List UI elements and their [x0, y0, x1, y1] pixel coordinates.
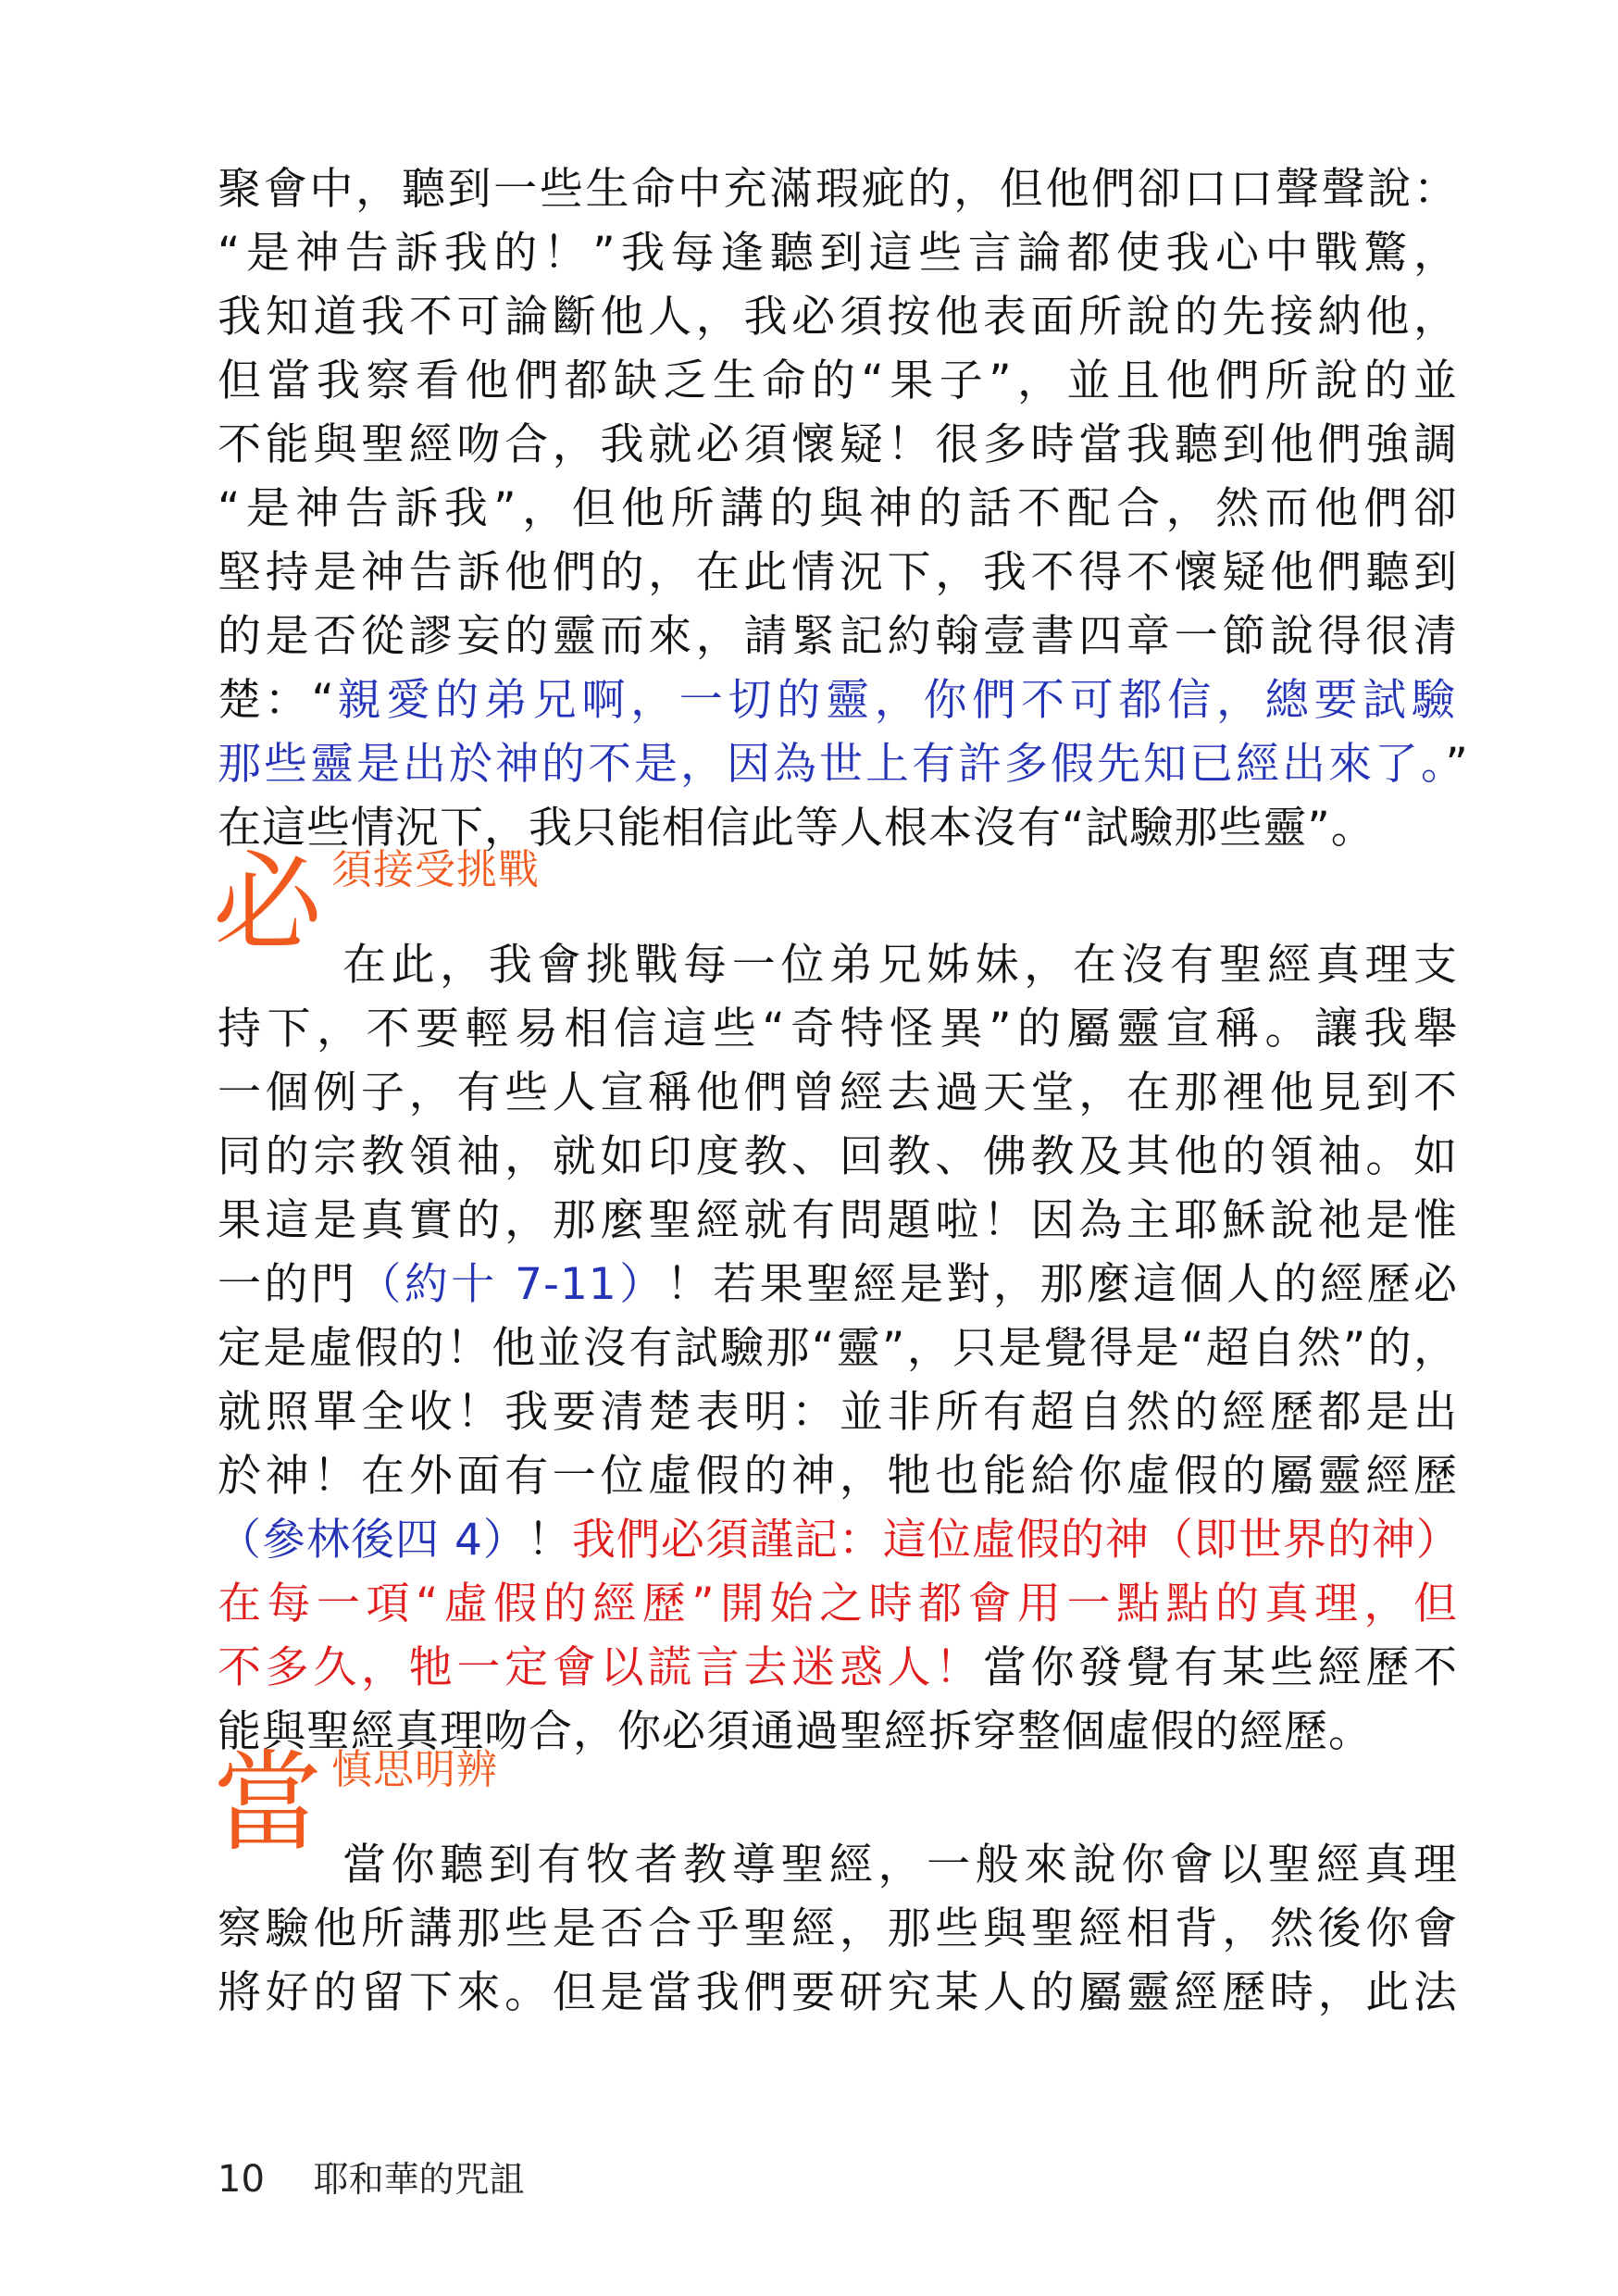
paragraph-block-1	[218, 157, 1469, 860]
body-text: 果這是真實的，那麼聖經就有問題啦！因為主耶穌說祂是惟	[218, 1195, 1458, 1246]
body-text: 不能與聖經吻合，我就必須懷疑！很多時當我聽到他們強調	[218, 419, 1458, 470]
body-text: 將好的留下來。但是當我們要研究某人的屬靈經歷時，此法	[218, 1967, 1458, 2018]
emphasis-text: 在每一項“虛假的經歷”開始之時都會用一點點的真理，但	[218, 1578, 1458, 1629]
text-line	[218, 157, 1458, 221]
text-line	[218, 1961, 1458, 2025]
body-text: 我知道我不可論斷他人，我必須按他表面所說的先接納他，	[218, 292, 1458, 343]
drop-cap: 當	[213, 1739, 323, 1866]
running-title: 耶和華的咒詛	[313, 2159, 525, 2200]
body-text: 但當我察看他們都缺乏生命的“果子”，並且他們所說的並	[218, 356, 1458, 406]
body-text: 一的門	[218, 1259, 358, 1310]
text-line	[218, 1380, 1458, 1444]
text-line	[218, 997, 1458, 1061]
text-line	[218, 1508, 1461, 1572]
scripture-reference: （參林後四 4）	[218, 1515, 528, 1566]
paragraph-block-3	[218, 1833, 1458, 2025]
heading-text: 慎思明辨	[331, 1746, 498, 1793]
text-line	[218, 413, 1458, 477]
text-line	[218, 1572, 1458, 1636]
body-text: “是神告訴我的！”我每逢聽到這些言論都使我心中戰驚，	[218, 228, 1458, 279]
text-line	[218, 1189, 1458, 1253]
text-line	[218, 221, 1458, 285]
emphasis-text: 不多久，牠一定會以謊言去迷惑人！	[218, 1642, 983, 1693]
body-text: 在此，我會挑戰每一位弟兄姊妹，在沒有聖經真理支	[342, 940, 1458, 991]
scripture-quote: 那些靈是出於神的不是，因為世上有許多假先知已經出來了。	[218, 739, 1446, 790]
body-text: 持下，不要輕易相信這些“奇特怪異”的屬靈宣稱。讓我舉	[218, 1004, 1458, 1054]
text-line	[218, 1061, 1458, 1125]
heading-text: 須接受挑戰	[331, 846, 540, 893]
text-line	[218, 541, 1458, 605]
body-text: 堅持是神告訴他們的，在此情況下，我不得不懷疑他們聽到	[218, 547, 1458, 598]
body-text: 當你聽到有牧者教導聖經，一般來說你會以聖經真理	[342, 1840, 1458, 1890]
body-text: “是神告訴我”，但他所講的與神的話不配合，然而他們卻	[218, 483, 1458, 534]
body-text: 於神！在外面有一位虛假的神，牠也能給你虛假的屬靈經歷	[218, 1451, 1458, 1502]
text-line	[218, 285, 1458, 349]
text-line	[218, 1833, 1458, 1897]
body-text: ”	[1445, 739, 1469, 790]
body-text: 能與聖經真理吻合，你必須通過聖經拆穿整個虛假的經歷。	[218, 1706, 1373, 1757]
text-line	[218, 1636, 1458, 1700]
text-line	[218, 1125, 1458, 1189]
text-line	[218, 477, 1458, 541]
body-text: 的是否從謬妄的靈而來，請緊記約翰壹書四章一節說得很清	[218, 611, 1458, 662]
text-line	[218, 1897, 1458, 1961]
body-text: 楚：“	[218, 675, 335, 726]
body-text: 在這些情況下，我只能相信此等人根本沒有“試驗那些靈”。	[218, 803, 1375, 854]
body-text: 就照單全收！我要清楚表明：並非所有超自然的經歷都是出	[218, 1387, 1458, 1438]
text-line	[218, 1444, 1458, 1508]
body-text: ！	[527, 1515, 572, 1566]
scripture-quote: 親愛的弟兄啊，一切的靈，你們不可都信，總要試驗	[334, 675, 1458, 726]
body-text: 當你發覺有某些經歷不	[982, 1642, 1459, 1693]
page-number: 10	[218, 2158, 265, 2201]
body-text: 一個例子，有些人宣稱他們曾經去過天堂，在那裡他見到不	[218, 1067, 1458, 1118]
paragraph-block-2	[218, 933, 1461, 1764]
body-text: ！若果聖經是對，那麼這個人的經歷必	[666, 1259, 1459, 1310]
scripture-reference: （約十 7-11）	[357, 1259, 666, 1310]
body-text: 定是虛假的！他並沒有試驗那“靈”，只是覺得是“超自然”的，	[218, 1323, 1458, 1374]
text-line	[218, 605, 1458, 668]
emphasis-text: 我們必須謹記：這位虛假的神（即世界的神）	[571, 1515, 1461, 1566]
text-line	[218, 349, 1458, 413]
text-line	[218, 668, 1458, 732]
page-footer	[218, 2152, 525, 2207]
drop-cap: 必	[213, 839, 323, 967]
text-line	[218, 1316, 1458, 1380]
body-text: 聚會中，聽到一些生命中充滿瑕疵的，但他們卻口口聲聲說：	[218, 164, 1458, 215]
text-line	[218, 933, 1458, 997]
body-text: 同的宗教領袖，就如印度教、回教、佛教及其他的領袖。如	[218, 1131, 1458, 1182]
body-text: 察驗他所講那些是否合乎聖經，那些與聖經相背，然後你會	[218, 1903, 1458, 1954]
text-line	[218, 732, 1469, 796]
text-line	[218, 1253, 1458, 1316]
